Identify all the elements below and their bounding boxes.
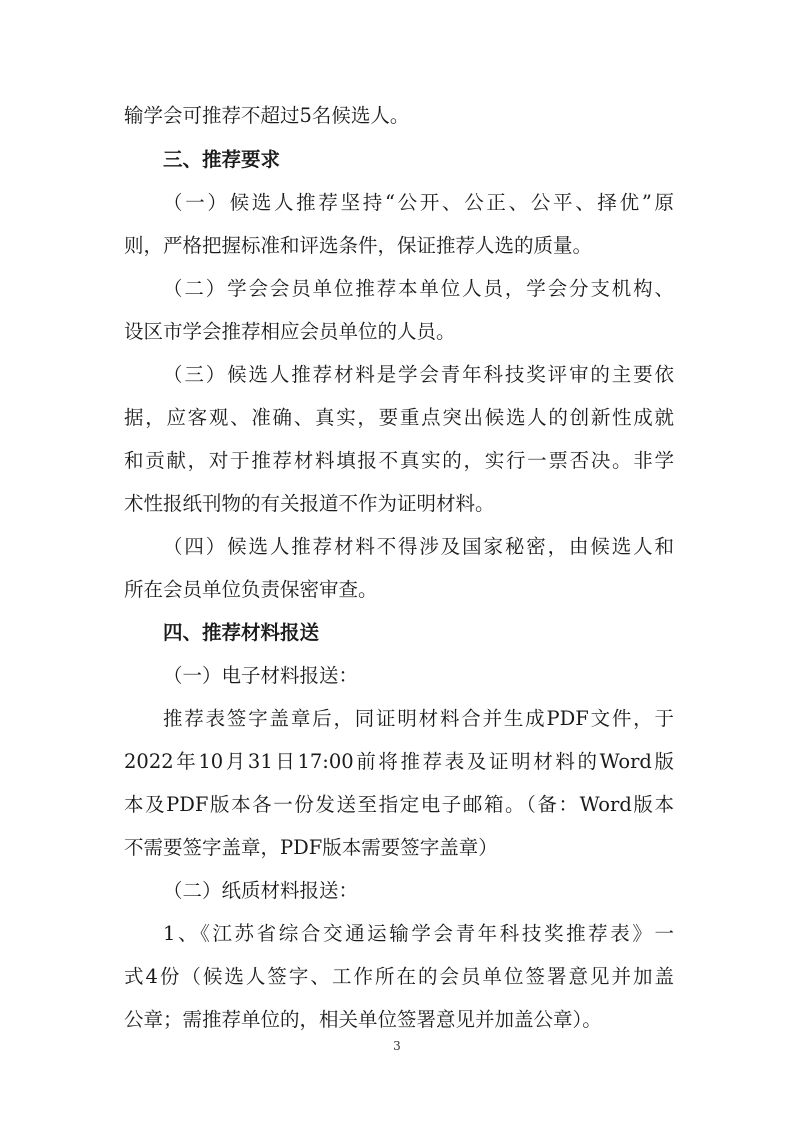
- paragraph-line: 和贡献，对于推荐材料填报不真实的，实行一票否决。非学: [124, 449, 674, 472]
- paragraph-line: （四）候选人推荐材料不得涉及国家秘密，由候选人和: [163, 535, 674, 558]
- section-heading-submission: 四、推荐材料报送: [163, 621, 320, 644]
- subsection-heading-paper: （二）纸质材料报送：: [163, 879, 359, 902]
- paragraph-line: 术性报纸刊物的有关报道不作为证明材料。: [124, 492, 495, 515]
- paragraph-line: 所在会员单位负责保密审查。: [124, 578, 378, 601]
- paragraph-line: 2022年10月31日17:00前将推荐表及证明材料的Word版: [124, 750, 674, 773]
- paragraph-line: （三）候选人推荐材料是学会青年科技奖评审的主要依: [163, 363, 674, 386]
- subsection-heading-electronic: （一）电子材料报送：: [163, 664, 359, 687]
- paragraph-line: （一）候选人推荐坚持“公开、公正、公平、择优”原: [163, 191, 674, 214]
- paragraph-line: 则，严格把握标准和评选条件，保证推荐人选的质量。: [124, 234, 593, 257]
- paragraph-line: 公章；需推荐单位的，相关单位签署意见并加盖公章）。: [124, 1008, 602, 1031]
- paragraph-line: 推荐表签字盖章后，同证明材料合并生成PDF文件，于: [163, 707, 674, 730]
- paragraph-line: 式4份（候选人签字、工作所在的会员单位签署意见并加盖: [124, 965, 674, 988]
- section-heading-requirements: 三、推荐要求: [163, 148, 281, 171]
- paragraph-line: 本及PDF版本各一份发送至指定电子邮箱。（备：Word版本: [124, 793, 674, 816]
- paragraph-line: 不需要签字盖章，PDF版本需要签字盖章）: [124, 836, 498, 859]
- paragraph-line: 1、《江苏省综合交通运输学会青年科技奖推荐表》一: [163, 922, 674, 945]
- page-number: 3: [393, 1039, 401, 1053]
- paragraph-line: 输学会可推荐不超过5名候选人。: [124, 104, 410, 127]
- paragraph-line: 据，应客观、准确、真实，要重点突出候选人的创新性成就: [124, 406, 674, 429]
- paragraph-line: （二）学会会员单位推荐本单位人员，学会分支机构、: [163, 277, 674, 300]
- paragraph-line: 设区市学会推荐相应会员单位的人员。: [124, 320, 456, 343]
